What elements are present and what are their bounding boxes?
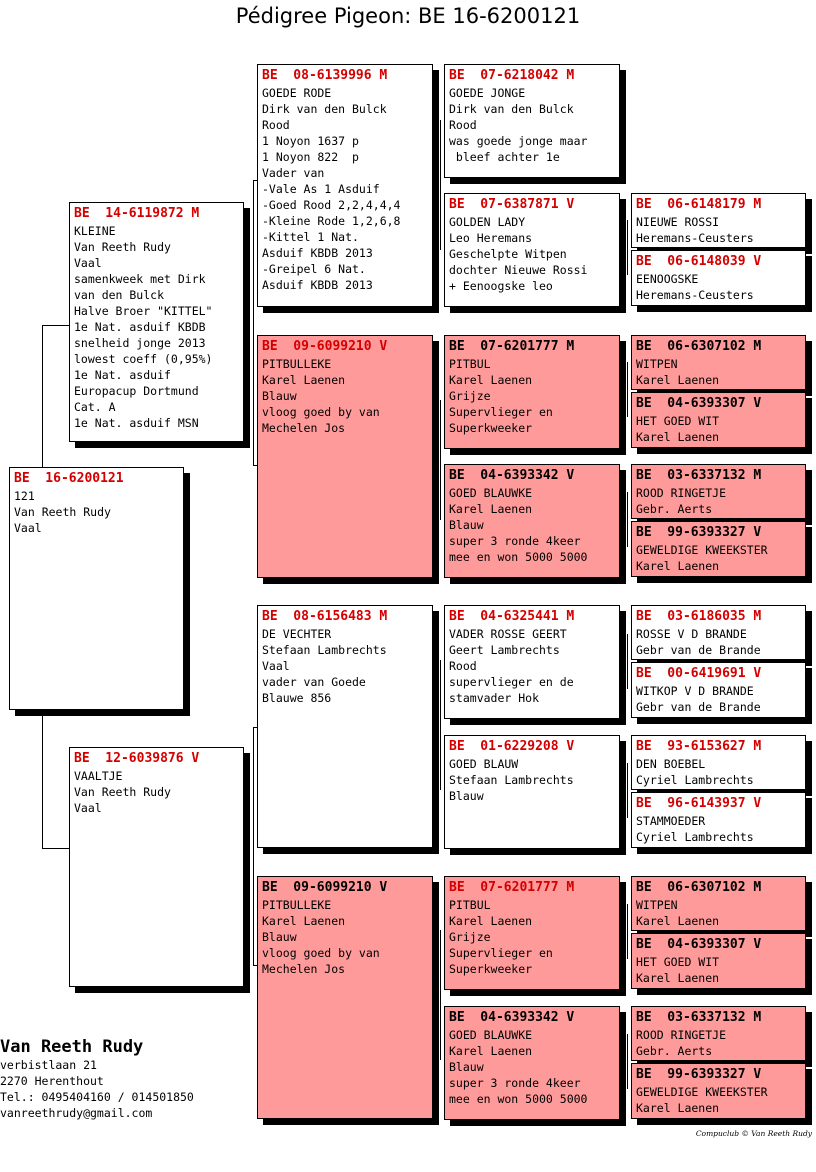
pigeon-info-line: vloog goed by van	[262, 405, 380, 419]
pigeon-card-sire	[69, 202, 244, 442]
pigeon-info-line: Cyriel Lambrechts	[636, 773, 754, 787]
pigeon-info-line: Stefaan Lambrechts	[449, 773, 574, 787]
owner-phone: Tel.: 0495404160 / 014501850	[0, 1090, 194, 1104]
pigeon-name: ROOD RINGETJE	[636, 486, 727, 500]
pigeon-info-line: -Vale As 1 Asduif	[262, 182, 380, 196]
owner-name: Van Reeth Rudy	[0, 1037, 144, 1057]
pigeon-info-line: Rood	[262, 118, 290, 132]
pigeon-info-line: Karel Laenen	[449, 502, 533, 516]
pigeon-info-line: Rood	[449, 118, 477, 132]
pigeon-card-g13	[631, 1006, 806, 1061]
pigeon-info-line: Van Reeth Rudy	[74, 785, 171, 799]
connector-line	[42, 325, 70, 326]
pigeon-info-line: Van Reeth Rudy	[74, 240, 171, 254]
pigeon-info-line: Cat. A	[74, 400, 116, 414]
page-title: Pédigree Pigeon: BE 16-6200121	[235, 4, 581, 28]
pigeon-info-line: 1e Nat. asduif KBDB	[74, 320, 206, 334]
pigeon-card-g7	[631, 605, 806, 660]
ring-number: BE 09-6099210 V	[262, 339, 388, 354]
ring-number: BE 04-6325441 M	[449, 609, 575, 624]
pigeon-info-line: supervlieger en de	[449, 675, 574, 689]
connector-line	[627, 362, 628, 417]
owner-street: verbistlaan 21	[0, 1058, 97, 1072]
connector-line	[627, 220, 628, 275]
pigeon-info-line: -Kleine Rode 1,2,6,8	[262, 214, 401, 228]
ring-number: BE 04-6393307 V	[636, 937, 762, 952]
pigeon-info-line: Dirk van den Bulck	[262, 102, 387, 116]
ring-number: BE 09-6099210 V	[262, 880, 388, 895]
pigeon-card-sire-sire	[257, 64, 433, 307]
pigeon-card-g9	[631, 735, 806, 790]
pigeon-card-sds	[444, 335, 620, 449]
pigeon-info-line: Gebr. Aerts	[636, 1044, 713, 1058]
ring-number: BE 07-6201777 M	[449, 880, 575, 895]
pigeon-info-line: Vaal	[14, 521, 42, 535]
pigeon-info-line: was goede jonge maar	[449, 134, 588, 148]
pigeon-card-g10	[631, 792, 806, 848]
pigeon-info-line: Blauw	[449, 518, 484, 532]
pigeon-info-line: vloog goed by van	[262, 946, 380, 960]
pigeon-info-line: Vaal	[74, 256, 102, 270]
pigeon-info-line: Gebr. Aerts	[636, 502, 713, 516]
connector-line	[253, 180, 254, 465]
pigeon-info-line: Karel Laenen	[262, 914, 346, 928]
pigeon-card-sss	[444, 64, 620, 178]
pigeon-info-line: Karel Laenen	[636, 430, 720, 444]
pigeon-name: GEWELDIGE KWEEKSTER	[636, 1085, 768, 1099]
pigeon-info-line: vader van Goede	[262, 675, 366, 689]
pigeon-info-line: Karel Laenen	[636, 971, 720, 985]
ring-number: BE 06-6307102 M	[636, 339, 762, 354]
ring-number: BE 06-6148179 M	[636, 197, 762, 212]
pigeon-info-line: 1e Nat. asduif MSN	[74, 416, 199, 430]
pigeon-info-line: Superkweeker	[449, 962, 533, 976]
pigeon-info-line: Blauwe 856	[262, 691, 332, 705]
footer-credit: Compuclub © Van Reeth Rudy	[695, 1129, 812, 1138]
pigeon-card-sire-dam	[257, 335, 433, 578]
pigeon-card-g3	[631, 335, 806, 390]
pigeon-info-line: Karel Laenen	[449, 914, 533, 928]
ring-number: BE 06-6307102 M	[636, 880, 762, 895]
pigeon-info-line: Supervlieger en	[449, 946, 553, 960]
pigeon-name: GOEDE RODE	[262, 86, 332, 100]
pigeon-info-line: Gebr van de Brande	[636, 700, 761, 714]
pigeon-info-line: Karel Laenen	[449, 373, 533, 387]
pigeon-name: WITPEN	[636, 898, 678, 912]
ring-number: BE 07-6387871 V	[449, 197, 575, 212]
pigeon-card-g6	[631, 521, 806, 577]
pigeon-info-line: mee en won 5000 5000	[449, 1092, 588, 1106]
pigeon-info-line: super 3 ronde 4keer	[449, 1076, 581, 1090]
connector-line	[440, 120, 441, 250]
pigeon-name: DEN BOEBEL	[636, 757, 706, 771]
pigeon-info-line: Heremans-Ceusters	[636, 231, 754, 245]
pigeon-card-dam-sire	[257, 605, 433, 848]
connector-line	[440, 930, 441, 1060]
pigeon-info-line: Karel Laenen	[636, 914, 720, 928]
ring-number: BE 04-6393307 V	[636, 396, 762, 411]
pigeon-name: VAALTJE	[74, 769, 123, 783]
pigeon-info-line: Vader van	[262, 166, 325, 180]
ring-number: BE 03-6337132 M	[636, 468, 762, 483]
ring-number: BE 08-6156483 M	[262, 609, 388, 624]
pigeon-card-ddd	[444, 1006, 620, 1120]
pigeon-info-line: Leo Heremans	[449, 231, 533, 245]
pigeon-info-line: Gebr van de Brande	[636, 643, 761, 657]
connector-line	[627, 763, 628, 818]
pigeon-card-subject	[9, 467, 184, 710]
pigeon-name: PITBULLEKE	[262, 357, 332, 371]
pigeon-name: ROSSE V D BRANDE	[636, 627, 747, 641]
pigeon-info-line: snelheid jonge 2013	[74, 336, 206, 350]
pigeon-info-line: -Kittel 1 Nat.	[262, 230, 359, 244]
pigeon-name: GEWELDIGE KWEEKSTER	[636, 543, 768, 557]
pigeon-info-line: Geschelpte Witpen	[449, 247, 567, 261]
pigeon-card-g2	[631, 250, 806, 306]
pigeon-info-line: Grijze	[449, 389, 491, 403]
pigeon-card-g8	[631, 662, 806, 718]
ring-number: BE 07-6201777 M	[449, 339, 575, 354]
pigeon-info-line: Asduif KBDB 2013	[262, 278, 373, 292]
pigeon-info-line: Karel Laenen	[636, 559, 720, 573]
pigeon-info-line: Karel Laenen	[636, 373, 720, 387]
pigeon-name: STAMMOEDER	[636, 814, 706, 828]
pigeon-info-line: Stefaan Lambrechts	[262, 643, 387, 657]
connector-line	[627, 492, 628, 547]
pigeon-info-line: Blauw	[262, 389, 297, 403]
pigeon-name: GOLDEN LADY	[449, 215, 526, 229]
pigeon-name: VADER ROSSE GEERT	[449, 627, 567, 641]
pigeon-card-g4	[631, 392, 806, 448]
pigeon-info-line: Van Reeth Rudy	[14, 505, 111, 519]
pigeon-info-line: Cyriel Lambrechts	[636, 830, 754, 844]
pigeon-name: WITKOP V D BRANDE	[636, 684, 754, 698]
pigeon-info-line: Supervlieger en	[449, 405, 553, 419]
owner-city: 2270 Herenthout	[0, 1074, 104, 1088]
ring-number: BE 16-6200121	[14, 471, 124, 486]
pigeon-name: 121	[14, 489, 35, 503]
pigeon-info-line: stamvader Hok	[449, 691, 540, 705]
pigeon-name: KLEINE	[74, 224, 116, 238]
pigeon-name: PITBULLEKE	[262, 898, 332, 912]
ring-number: BE 99-6393327 V	[636, 1067, 762, 1082]
pigeon-info-line: lowest coeff (0,95%)	[74, 352, 213, 366]
ring-number: BE 07-6218042 M	[449, 68, 575, 83]
pigeon-info-line: Superkweeker	[449, 421, 533, 435]
ring-number: BE 14-6119872 M	[74, 206, 200, 221]
pigeon-info-line: 1e Nat. asduif	[74, 368, 171, 382]
pigeon-card-g1	[631, 193, 806, 248]
ring-number: BE 06-6148039 V	[636, 254, 762, 269]
pigeon-info-line: Blauw	[449, 1060, 484, 1074]
ring-number: BE 96-6143937 V	[636, 796, 762, 811]
connector-line	[253, 727, 254, 965]
pigeon-info-line: samenkweek met Dirk	[74, 272, 206, 286]
connector-line	[42, 325, 43, 468]
pigeon-info-line: Karel Laenen	[262, 373, 346, 387]
pigeon-card-sdd	[444, 464, 620, 578]
connector-line	[627, 904, 628, 959]
pigeon-info-line: mee en won 5000 5000	[449, 550, 588, 564]
pigeon-info-line: Karel Laenen	[636, 1101, 720, 1115]
pigeon-card-g5	[631, 464, 806, 519]
pigeon-name: GOED BLAUW	[449, 757, 519, 771]
ring-number: BE 00-6419691 V	[636, 666, 762, 681]
ring-number: BE 01-6229208 V	[449, 739, 575, 754]
ring-number: BE 99-6393327 V	[636, 525, 762, 540]
pigeon-card-dds	[444, 876, 620, 990]
ring-number: BE 04-6393342 V	[449, 1010, 575, 1025]
pigeon-info-line: -Greipel 6 Nat.	[262, 262, 366, 276]
pigeon-info-line: Asduif KBDB 2013	[262, 246, 373, 260]
pigeon-card-ssd	[444, 193, 620, 307]
owner-email: vanreethrudy@gmail.com	[0, 1106, 153, 1120]
pigeon-name: WITPEN	[636, 357, 678, 371]
pigeon-info-line: Mechelen Jos	[262, 962, 346, 976]
ring-number: BE 93-6153627 M	[636, 739, 762, 754]
pigeon-name: HET GOED WIT	[636, 414, 720, 428]
ring-number: BE 04-6393342 V	[449, 468, 575, 483]
pigeon-info-line: van den Bulck	[74, 288, 165, 302]
owner-info	[0, 1037, 194, 1121]
ring-number: BE 12-6039876 V	[74, 751, 200, 766]
connector-line	[42, 848, 70, 849]
pigeon-name: NIEUWE ROSSI	[636, 215, 720, 229]
pigeon-info-line: Heremans-Ceusters	[636, 288, 754, 302]
pigeon-card-g14	[631, 1063, 806, 1119]
connector-line	[42, 712, 43, 848]
connector-line	[440, 660, 441, 790]
pigeon-info-line: Europacup Dortmund	[74, 384, 199, 398]
pigeon-name: PITBUL	[449, 357, 491, 371]
pigeon-name: ROOD RINGETJE	[636, 1028, 727, 1042]
pigeon-name: DE VECHTER	[262, 627, 332, 641]
pigeon-name: GOEDE JONGE	[449, 86, 526, 100]
pigeon-info-line: bleef achter 1e	[449, 150, 560, 164]
pigeon-info-line: 1 Noyon 822 p	[262, 150, 359, 164]
pigeon-info-line: Mechelen Jos	[262, 421, 346, 435]
pigeon-name: EENOOGSKE	[636, 272, 699, 286]
pigeon-info-line: Dirk van den Bulck	[449, 102, 574, 116]
pigeon-info-line: + Eenoogske leo	[449, 279, 553, 293]
pigeon-info-line: Geert Lambrechts	[449, 643, 560, 657]
pigeon-name: GOED BLAUWKE	[449, 486, 533, 500]
pigeon-info-line: Karel Laenen	[449, 1044, 533, 1058]
pigeon-card-dss	[444, 605, 620, 719]
connector-line	[627, 1034, 628, 1089]
pigeon-info-line: Rood	[449, 659, 477, 673]
pigeon-info-line: Grijze	[449, 930, 491, 944]
pigeon-card-dsd	[444, 735, 620, 849]
pigeon-info-line: dochter Nieuwe Rossi	[449, 263, 588, 277]
pigeon-info-line: super 3 ronde 4keer	[449, 534, 581, 548]
ring-number: BE 03-6337132 M	[636, 1010, 762, 1025]
pigeon-name: PITBUL	[449, 898, 491, 912]
pigeon-card-dam	[69, 747, 244, 987]
pigeon-card-dam-dam	[257, 876, 433, 1119]
pigeon-info-line: Blauw	[262, 930, 297, 944]
pigeon-card-g12	[631, 933, 806, 989]
pigeon-card-g11	[631, 876, 806, 931]
connector-line	[440, 400, 441, 520]
ring-number: BE 08-6139996 M	[262, 68, 388, 83]
pigeon-info-line: 1 Noyon 1637 p	[262, 134, 359, 148]
pigeon-name: HET GOED WIT	[636, 955, 720, 969]
connector-line	[627, 634, 628, 689]
pigeon-info-line: Vaal	[74, 801, 102, 815]
ring-number: BE 03-6186035 M	[636, 609, 762, 624]
pigeon-info-line: Vaal	[262, 659, 290, 673]
pigeon-name: GOED BLAUWKE	[449, 1028, 533, 1042]
pigeon-info-line: Blauw	[449, 789, 484, 803]
pigeon-info-line: -Goed Rood 2,2,4,4,4	[262, 198, 401, 212]
pigeon-info-line: Halve Broer "KITTEL"	[74, 304, 213, 318]
